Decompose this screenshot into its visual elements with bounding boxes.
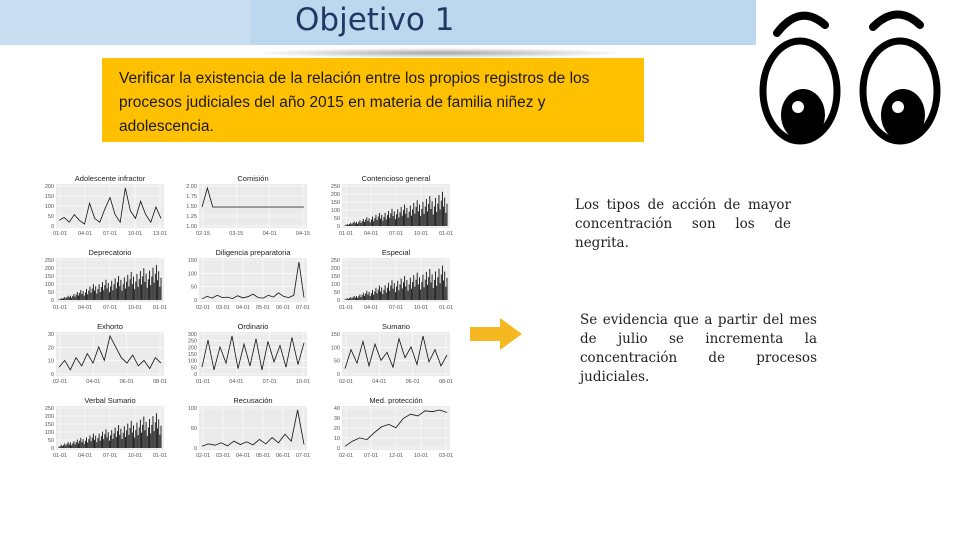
chart-title: Especial [381,248,411,257]
y-tick-label: 250 [187,338,197,345]
chart-svg [36,320,169,388]
small-multiple-chart [322,172,455,238]
x-tick-label: 01-01 [152,453,168,459]
x-tick-label: 01-01 [52,453,68,459]
y-tick-label: 100 [44,282,54,288]
y-tick-label: 100 [330,345,340,352]
y-tick-label: 150 [330,332,340,338]
x-tick-label: 05-01 [255,305,271,311]
y-tick-label: 0 [336,372,340,378]
x-tick-label: 02-01 [338,379,354,385]
x-tick-label: 08-01 [152,379,168,385]
plot-panel [56,332,164,376]
x-tick-label: 01-01 [438,305,454,311]
x-tick-label: 01-01 [195,379,211,385]
y-tick-label: 1.00 [186,224,197,230]
x-tick-label: 07-01 [363,453,379,459]
x-tick-label: 04-01 [372,379,387,385]
small-multiple-chart [179,172,312,238]
y-tick-label: 100 [330,282,340,288]
x-tick-label: 07-01 [102,305,118,311]
x-tick-label: 04-15 [295,231,311,237]
y-tick-label: 150 [44,274,54,280]
chart-title: Med. protección [369,396,423,405]
chart-svg [179,320,312,388]
x-tick-label: 12-01 [388,453,404,459]
y-tick-label: 0 [336,298,340,304]
x-tick-label: 10-01 [127,305,143,311]
chart-svg [322,246,455,314]
y-tick-label: 50 [190,426,197,432]
y-tick-label: 20 [47,345,54,352]
x-tick-label: 02-01 [195,453,211,459]
y-tick-label: 50 [190,365,197,372]
y-tick-label: 250 [44,258,54,264]
x-tick-label: 06-01 [405,379,420,385]
small-multiple-chart [36,394,169,460]
x-tick-label: 02-01 [52,379,68,385]
x-tick-label: 02-15 [195,231,211,237]
y-tick-label: 100 [44,430,54,436]
x-tick-label: 02-01 [195,305,211,311]
description-2: Se evidencia que a partir del mes de julio se incrementa la concentración de procesos judiciales. [580,312,817,385]
y-tick-label: 0 [50,446,54,452]
y-tick-label: 30 [333,416,340,422]
plot-panel [199,258,307,302]
x-tick-label: 06-01 [275,305,291,311]
chart-svg [179,172,312,240]
x-tick-label: 04-01 [77,305,93,311]
y-tick-label: 100 [187,271,197,278]
y-tick-label: 200 [330,192,340,198]
y-tick-label: 0 [336,224,340,230]
x-tick-label: 01-01 [338,231,354,237]
x-tick-label: 04-01 [235,453,251,459]
chart-title: Adolescente infractor [74,174,146,183]
chart-svg [179,246,312,314]
chart-svg [322,172,455,240]
y-tick-label: 50 [333,358,340,365]
x-tick-label: 06-01 [119,379,134,385]
cartoon-eyes-icon [755,3,955,153]
x-tick-label: 03-01 [215,305,231,311]
chart-title: Comisión [237,174,269,183]
y-tick-label: 50 [190,284,197,291]
x-tick-label: 10-01 [127,231,143,237]
y-tick-label: 0 [193,446,197,452]
y-tick-label: 20 [333,426,340,432]
chart-title: Diligencia preparatoria [215,248,291,257]
y-tick-label: 200 [44,184,54,190]
title-bar-left-shade [0,0,250,45]
y-tick-label: 100 [187,406,197,412]
y-tick-label: 200 [187,345,197,352]
x-tick-label: 13-01 [152,231,168,237]
chart-title: Recusación [233,396,273,405]
small-multiple-chart [179,394,312,460]
chart-title: Exhorto [97,322,123,331]
y-tick-label: 50 [47,290,54,296]
x-tick-label: 04-01 [86,379,101,385]
y-tick-label: 0 [50,372,54,378]
x-tick-label: 04-01 [262,231,277,237]
x-tick-label: 07-01 [295,453,311,459]
chart-svg [322,394,455,462]
x-tick-label: 07-01 [295,305,311,311]
chart-grid [36,172,466,462]
y-tick-label: 40 [333,406,340,412]
y-tick-label: 150 [187,258,197,264]
small-multiple-chart [322,246,455,312]
x-tick-label: 04-01 [77,453,93,459]
y-tick-label: 50 [333,216,340,222]
x-tick-label: 04-01 [77,231,93,237]
y-tick-label: 0 [50,298,54,304]
x-tick-label: 01-01 [338,305,354,311]
x-tick-label: 07-01 [262,379,277,385]
y-tick-label: 0 [336,446,340,452]
x-tick-label: 10-01 [413,453,429,459]
x-tick-label: 08-01 [438,379,454,385]
chart-title: Contencioso general [361,174,431,183]
y-tick-label: 0 [193,298,197,304]
x-tick-label: 03-15 [229,231,244,237]
y-tick-label: 150 [44,422,54,428]
x-tick-label: 03-01 [438,453,454,459]
y-tick-label: 1.50 [186,204,197,210]
x-tick-label: 04-01 [235,305,251,311]
x-tick-label: 10-01 [127,453,143,459]
y-tick-label: 50 [47,438,54,444]
x-tick-label: 01-01 [52,305,68,311]
title-shadow [250,48,630,58]
small-multiple-chart [179,320,312,386]
y-tick-label: 50 [47,214,54,220]
x-tick-label: 02-01 [338,453,354,459]
x-tick-label: 03-01 [215,453,231,459]
y-tick-label: 50 [333,290,340,296]
y-tick-label: 0 [50,224,54,230]
x-tick-label: 07-01 [102,453,118,459]
chart-title: Sumario [382,322,410,331]
y-tick-label: 200 [330,266,340,272]
chart-svg [36,394,169,462]
x-tick-label: 10-01 [413,231,429,237]
chart-svg [36,172,169,240]
x-tick-label: 10-01 [413,305,429,311]
x-tick-label: 10-01 [295,379,311,385]
small-multiple-chart [179,246,312,312]
y-tick-label: 100 [187,358,197,365]
y-tick-label: 150 [330,274,340,280]
chart-svg [322,320,455,388]
y-tick-label: 10 [47,358,54,365]
small-multiple-chart [322,394,455,460]
small-multiple-chart [36,172,169,238]
x-tick-label: 07-01 [388,231,404,237]
x-tick-label: 01-01 [52,231,68,237]
y-tick-label: 0 [193,372,197,378]
y-tick-label: 1.25 [186,214,197,220]
x-tick-label: 05-01 [255,453,271,459]
x-tick-label: 07-01 [388,305,404,311]
y-tick-label: 300 [187,332,197,338]
chart-svg [179,394,312,462]
x-tick-label: 04-01 [229,379,244,385]
page-title: Objetivo 1 [295,2,455,38]
chart-svg [36,246,169,314]
y-tick-label: 250 [330,258,340,264]
y-tick-label: 150 [44,194,54,200]
y-tick-label: 1.75 [186,194,197,200]
y-tick-label: 150 [330,200,340,206]
y-tick-label: 100 [330,208,340,214]
right-arrow-icon [470,318,522,350]
x-tick-label: 07-01 [102,231,118,237]
x-tick-label: 04-01 [363,231,379,237]
y-tick-label: 100 [44,204,54,210]
small-multiple-chart [36,320,169,386]
chart-title: Ordinario [237,322,269,331]
chart-title: Deprecatorio [88,248,132,257]
small-multiple-chart [36,246,169,312]
y-tick-label: 2.00 [186,184,197,190]
y-tick-label: 200 [44,266,54,272]
chart-title: Verbal Sumario [84,396,136,405]
y-tick-label: 250 [44,406,54,412]
y-tick-label: 250 [330,184,340,190]
y-tick-label: 30 [47,332,54,338]
x-tick-label: 04-01 [363,305,379,311]
x-tick-label: 01-01 [152,305,168,311]
description-1: Los tipos de acción de mayor concentración son los de negrita. [575,197,791,251]
small-multiple-chart [322,320,455,386]
x-tick-label: 06-01 [275,453,291,459]
y-tick-label: 150 [187,352,197,358]
objective-box [102,58,644,142]
objective-text: Verificar la existencia de la relación entre los propios registros de los procesos judiciales del año 2015 en materia de familia niñez y adolescencia. [119,70,590,135]
y-tick-label: 200 [44,414,54,420]
x-tick-label: 01-01 [438,231,454,237]
y-tick-label: 10 [333,436,340,442]
